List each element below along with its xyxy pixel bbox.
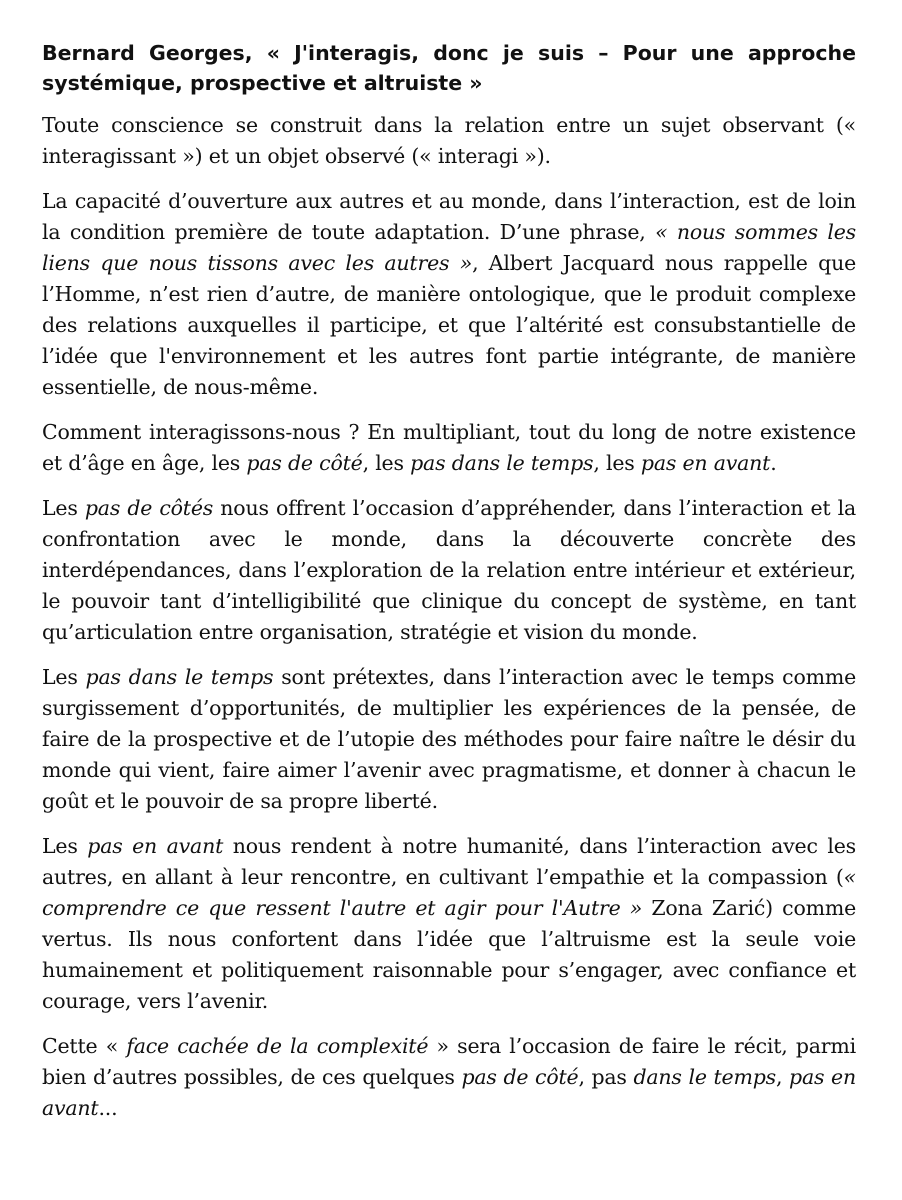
p5-em-b: pas dans le temps <box>85 665 274 689</box>
p7-em-f: dans le temps <box>633 1065 776 1089</box>
p6-em-b: pas en avant <box>87 834 224 858</box>
p7-em-h: pas en avant <box>42 1065 856 1120</box>
p4-em-b: pas de côtés <box>84 496 214 520</box>
p3-text-a: Comment interagissons-nous ? En multipliant, tout du long de notre existence et d’âge en âge, les <box>42 420 856 475</box>
paragraph-6 <box>42 831 856 1017</box>
p6-text-e: Zona Zarić) comme vertus. Ils nous confortent dans l’idée que l’altruisme est la seule voie humainement et politiquement raisonnable pour s’engager, avec confiance et courage, vers l’avenir. <box>42 896 857 1013</box>
p5-text-c: sont prétextes, dans l’interaction avec le temps comme surgissement d’opportunités, de multiplier les expériences de la pensée, de faire de la prospective et de l’utopie des méthodes pour faire naître le désir du monde qui vient, faire aimer l’avenir avec pragmatisme, et donner à chacun le goût et le pouvoir de sa propre liberté. <box>42 665 857 813</box>
p3-em-f: pas en avant <box>640 451 771 475</box>
p7-text-e: , pas <box>578 1065 634 1089</box>
p6-text-c: nous rendent à notre humanité, dans l’interaction avec les autres, en allant à leur rencontre, en cultivant l’empathie et la compassion ( <box>42 834 856 889</box>
p6-text-a: Les <box>42 834 88 858</box>
paragraph-2 <box>42 186 856 403</box>
p2-text-a: La capacité d’ouverture aux autres et au monde, dans l’interaction, est de loin la condition première de toute adaptation. D’une phrase, <box>42 189 856 244</box>
p7-text-c: » sera l’occasion de faire le récit, parmi bien d’autres possibles, de ces quelques <box>42 1034 856 1089</box>
p3-text-e: , les <box>593 451 641 475</box>
paragraph-5 <box>42 662 856 817</box>
p3-em-b: pas de côté <box>246 451 363 475</box>
p6-quote: « comprendre ce que ressent l'autre et agir pour l'Autre » <box>42 865 856 920</box>
p2-text-c: , Albert Jacquard nous rappelle que l’Homme, n’est rien d’autre, de manière ontologique, que le produit complexe des relations auxquelles il participe, et que l’altérité est consubstantielle de l’idée que l'environnement et les autres font partie intégrante, de manière essentielle, de nous-même. <box>42 251 856 399</box>
paragraph-4 <box>42 493 856 648</box>
p4-text-c: nous offrent l’occasion d’appréhender, dans l’interaction et la confrontation avec le monde, dans la découverte concrète des interdépendances, dans l’exploration de la relation entre intérieur et extérieur, le pouvoir tant d’intelligibilité que clinique du concept de système, en tant qu’articulation entre organisation, stratégie et vision du monde. <box>42 496 857 644</box>
paragraph-1 <box>42 110 856 172</box>
p7-text-a: Cette « <box>42 1034 127 1058</box>
p1-text: Toute conscience se construit dans la relation entre un sujet observant (« interagissant ») et un objet observé (« interagi »). <box>42 113 856 168</box>
p3-em-d: pas dans le temps <box>410 451 594 475</box>
paragraph-3 <box>42 417 856 479</box>
document-title: Bernard Georges, « J'interagis, donc je suis – Pour une approche systémique, prospective et altruiste » <box>42 41 856 95</box>
p7-em-b: face cachée de la complexité <box>126 1034 429 1058</box>
p7-text-i: ... <box>98 1096 118 1120</box>
p2-quote: « nous sommes les liens que nous tissons avec les autres » <box>42 220 856 275</box>
p7-em-d: pas de côté <box>461 1065 579 1089</box>
document-page <box>42 38 856 1138</box>
p3-text-g: . <box>770 451 777 475</box>
p7-text-g: , <box>775 1065 790 1089</box>
p4-text-a: Les <box>42 496 85 520</box>
paragraph-7 <box>42 1031 856 1124</box>
p3-text-c: , les <box>362 451 411 475</box>
p5-text-a: Les <box>42 665 86 689</box>
